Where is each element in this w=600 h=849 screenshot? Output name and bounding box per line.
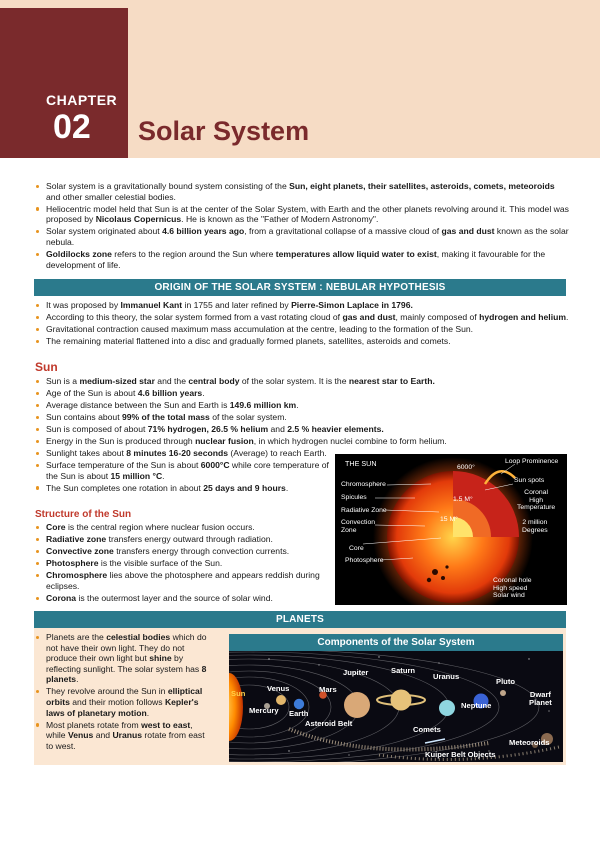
text: .	[162, 470, 165, 481]
bullet-item	[34, 436, 569, 447]
text: Planets are the	[46, 632, 107, 642]
text: refers to the region around the Sun where	[111, 249, 276, 260]
text: Gravitational contraction caused maximum mass accumulation at the centre, leading to the formation of the Sun.	[46, 324, 474, 335]
sunspot	[427, 578, 431, 582]
label-6000: 6000°	[457, 464, 475, 471]
page-title: Solar System	[138, 116, 310, 146]
bullet-item	[34, 570, 334, 591]
bullet-item	[34, 558, 334, 569]
text: Energy in the Sun is produced through	[46, 436, 196, 447]
text: , while	[46, 719, 193, 741]
bold-text: nearest star to Earth.	[348, 376, 435, 386]
sunspot	[441, 576, 445, 580]
bold-text: 4.6 billion years	[137, 388, 203, 399]
pluto-shape	[500, 690, 506, 696]
text: , in which hydrogen nuclei combine to form helium.	[253, 436, 447, 447]
bold-text: 25 days and 9 hours	[203, 482, 286, 493]
bold-text: central body	[188, 376, 240, 386]
bold-text: Venus	[67, 730, 94, 741]
text: by reflecting sunlight. The solar system has	[46, 653, 202, 674]
earth-shape	[294, 699, 304, 709]
label-pluto: Pluto	[496, 677, 515, 686]
text: , from a gravitational collapse of a massive cloud of	[244, 226, 442, 237]
bold-text: Kepler's laws of planetary motion	[46, 697, 199, 718]
bold-text: 99% of the total mass	[121, 412, 210, 423]
chapter-header	[0, 0, 600, 158]
label-jupiter: Jupiter	[343, 668, 369, 677]
sunspot	[445, 565, 448, 568]
label-2-million-degrees: 2 million Degrees	[522, 519, 548, 534]
text: transfers energy through convection currents.	[113, 546, 290, 557]
text: The remaining material flattened into a disc and gradually formed planets, satellites, asteroids and comets.	[46, 336, 451, 347]
venus-shape	[276, 695, 286, 705]
bullet-item	[34, 460, 332, 481]
label-chromosphere: Chromosphere	[341, 481, 386, 488]
bold-text: celestial bodies	[106, 632, 171, 642]
label-uranus: Uranus	[433, 672, 460, 681]
bold-text: hydrogen and helium	[479, 312, 566, 323]
label-mars: Mars	[319, 685, 337, 694]
label-1-5-million: 1.5 M°	[453, 496, 473, 503]
bold-text: 6000°C	[200, 460, 230, 471]
text: .	[202, 388, 205, 399]
sun-facts-list-narrow	[34, 448, 332, 495]
bullet-item	[34, 376, 569, 387]
text: Sunlight takes about	[46, 448, 127, 458]
structure-heading: Structure of the Sun	[35, 509, 132, 520]
chapter-number: 02	[53, 108, 91, 146]
origin-list	[34, 300, 569, 348]
text: in 1755 and later refined by	[182, 300, 292, 310]
text: Sun is a	[46, 376, 80, 386]
text: and the	[154, 376, 189, 386]
bullet-item	[34, 312, 569, 323]
sun-facts-list	[34, 376, 569, 449]
bold-text: Uranus	[112, 730, 143, 741]
text: while core temperature of the Sun is about	[46, 460, 329, 481]
text: of the solar system.	[209, 412, 287, 423]
text: and their motion follows	[69, 697, 165, 708]
text: .	[76, 674, 79, 685]
bullet-item	[34, 632, 214, 685]
sunspot	[432, 569, 438, 575]
bold-text: shine	[149, 653, 172, 664]
text: of the solar system. It is the	[239, 376, 349, 386]
label-asteroid-belt: Asteroid Belt	[305, 719, 353, 728]
label-convection-zone: Convection Zone	[341, 519, 376, 534]
components-figure-title: Components of the Solar System	[229, 634, 563, 651]
bold-text: 8 minutes 16-20 seconds	[126, 448, 229, 458]
label-radiative-zone: Radiative Zone	[341, 507, 387, 514]
bullet-item	[34, 181, 569, 202]
label-earth: Earth	[289, 709, 309, 718]
bold-text: medium-sized star	[79, 376, 155, 386]
uranus-shape	[439, 700, 455, 716]
bold-text: Corona	[46, 593, 77, 604]
sun-structure-figure	[335, 454, 567, 605]
bold-text: Photosphere	[46, 558, 99, 569]
text: Surface temperature of the Sun is about	[46, 460, 201, 471]
text: is the central region where nuclear fusion occurs.	[65, 522, 255, 532]
jupiter-shape	[344, 692, 370, 718]
bold-text: Immanuel Kant	[120, 300, 183, 310]
text: Sun contains about	[46, 412, 122, 423]
bold-text: Convective zone	[46, 546, 114, 557]
text: .	[296, 400, 299, 411]
text: (Average) to reach Earth.	[228, 448, 327, 458]
text: rotate from east to west.	[46, 730, 205, 751]
comet-shape	[425, 739, 445, 743]
text: Most planets rotate from	[46, 719, 142, 730]
label-15-million: 15 M°	[440, 516, 458, 523]
bold-text: 71% hydrogen, 26.5 % helium	[147, 424, 269, 435]
text: .	[285, 482, 289, 493]
bold-text: Nicolaus Copernicus	[95, 214, 182, 225]
bullet-item	[34, 388, 569, 399]
saturn-shape	[391, 690, 412, 711]
text: Solar system is a gravitationally bound system consisting of the	[46, 181, 290, 191]
bold-text: 149.6 million km	[229, 400, 297, 411]
label-spicules: Spicules	[341, 494, 367, 501]
text: and	[93, 730, 113, 741]
bold-text: 8 planets	[46, 663, 207, 685]
text: .	[565, 312, 569, 323]
label-coronal-hole: Coronal hole High speed Solar wind	[493, 577, 532, 600]
bullet-item	[34, 400, 569, 411]
text: According to this theory, the solar system formed from a vast rotating cloud of	[46, 312, 343, 323]
bullet-item	[34, 324, 569, 335]
bullet-item	[34, 249, 569, 270]
label-mercury: Mercury	[249, 706, 279, 715]
bold-text: temperatures allow liquid water to exist	[275, 249, 437, 260]
text: Average distance between the Sun and Earth is	[46, 400, 230, 411]
bold-text: west to east	[141, 719, 191, 730]
bullet-item	[34, 204, 569, 225]
label-core: Core	[349, 545, 364, 552]
planets-section-heading: PLANETS	[34, 611, 566, 628]
bullet-item	[34, 483, 332, 494]
text: transfers energy outward through radiation.	[106, 534, 273, 545]
intro-list	[34, 181, 569, 272]
planets-list	[34, 632, 214, 753]
structure-list	[34, 522, 334, 605]
solar-system-components-figure	[229, 634, 563, 762]
label-saturn: Saturn	[391, 666, 416, 675]
bullet-item	[34, 686, 214, 718]
bullet-item	[34, 546, 334, 557]
sun-heading: Sun	[35, 360, 58, 374]
bold-text: gas and dust	[441, 226, 495, 237]
bold-text: Pierre-Simon Laplace in 1796.	[291, 300, 413, 310]
bullet-item	[34, 412, 569, 423]
text: , making it favourable for the development of life.	[46, 249, 546, 270]
bullet-item	[34, 720, 214, 752]
bold-text: Core	[46, 522, 66, 532]
bold-text: 2.5 % heavier elements.	[287, 424, 384, 435]
label-sun-spots: Sun spots	[514, 477, 545, 484]
text: known as the solar nebula.	[46, 226, 569, 247]
origin-section-heading: ORIGIN OF THE SOLAR SYSTEM : NEBULAR HYPOTHESIS	[34, 279, 566, 296]
text: Sun is composed of about	[46, 424, 148, 435]
text: . He is known as the "Father of Modern Astronomy".	[181, 214, 379, 225]
text: is the outermost layer and the source of solar wind.	[76, 593, 273, 604]
bold-text: gas and dust	[342, 312, 396, 323]
label-meteoroids: Meteoroids	[509, 738, 550, 747]
bullet-item	[34, 300, 569, 311]
label-neptune: Neptune	[461, 701, 492, 710]
text: and other smaller celestial bodies.	[46, 191, 176, 202]
bullet-item	[34, 336, 569, 347]
text: Heliocentric model held that Sun is at the center of the Solar System, with Earth and the other planets revolving around it. This model was proposed by	[46, 203, 569, 225]
text: They revolve around the Sun in	[46, 686, 168, 697]
bold-text: nuclear fusion	[195, 436, 254, 447]
label-dwarf-planet: Dwarf Planet	[529, 690, 552, 707]
label-sun-planet: Sun	[231, 689, 246, 698]
text: and	[268, 424, 288, 435]
text: The Sun completes one rotation in about	[46, 482, 204, 493]
bold-text: 15 million °C	[110, 470, 163, 481]
label-photosphere: Photosphere	[345, 557, 384, 564]
text: lies above the photosphere and appears reddish during eclipses.	[46, 570, 320, 591]
bold-text: Chromosphere	[46, 570, 108, 581]
chapter-label: CHAPTER	[46, 92, 118, 108]
bullet-item	[34, 226, 569, 247]
label-kuiper-belt: Kuiper Belt Objects	[425, 750, 496, 759]
text: Age of the Sun is about	[46, 388, 138, 399]
text: Solar system originated about	[46, 226, 163, 237]
bold-text: Radiative zone	[46, 534, 107, 545]
bold-text: 4.6 billion years ago	[162, 226, 245, 237]
text: .	[146, 707, 150, 718]
text: It was proposed by	[46, 300, 121, 310]
bold-text: Sun, eight planets, their satellites, asteroids, comets, meteoroids	[289, 181, 555, 191]
sun-shape	[229, 673, 246, 741]
text: , mainly composed of	[395, 312, 480, 323]
label-comets: Comets	[413, 725, 441, 734]
label-loop-prominence: Loop Prominence	[505, 458, 559, 465]
bullet-item	[34, 522, 334, 533]
bullet-item	[34, 593, 334, 604]
bullet-item	[34, 534, 334, 545]
text: which do not have their own light. They do not produce their own light but	[46, 632, 207, 664]
bold-text: Goldilocks zone	[46, 249, 112, 260]
bullet-item	[34, 424, 569, 435]
sun-figure-title: THE SUN	[345, 459, 377, 468]
label-coronal-high-temp: Coronal High Temperature	[517, 489, 556, 512]
label-venus: Venus	[267, 684, 290, 693]
bullet-item	[34, 448, 332, 459]
text: is the visible surface of the Sun.	[98, 558, 223, 569]
bold-text: elliptical orbits	[46, 686, 203, 708]
